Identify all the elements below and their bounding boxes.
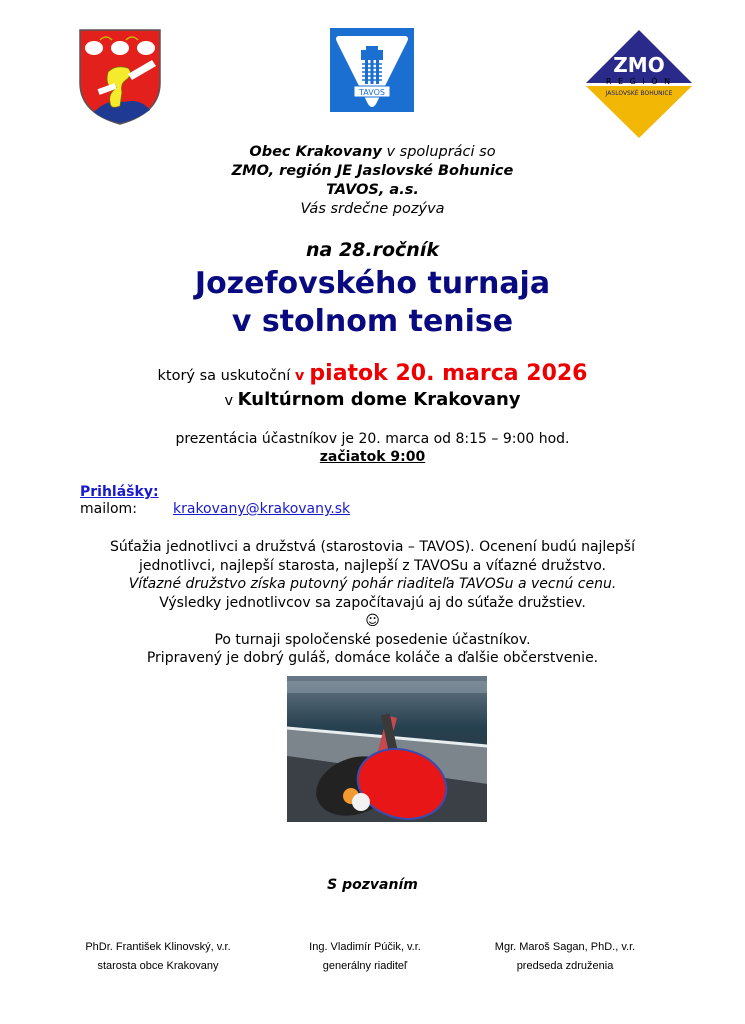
tavos-logo bbox=[330, 28, 414, 112]
event-title-line-2: v stolnom tenise bbox=[231, 304, 514, 339]
start-time: začiatok 9:00 bbox=[319, 449, 426, 465]
zmo-icon bbox=[584, 28, 694, 140]
tavos-icon bbox=[330, 28, 414, 112]
event-title bbox=[0, 265, 745, 341]
event-place-line: v Kultúrnom dome Krakovany bbox=[224, 389, 521, 410]
intro-line-3: TAVOS, a.s. bbox=[326, 182, 419, 198]
smiley-icon: ☺ bbox=[365, 613, 380, 629]
signature-chairman: Mgr. Maroš Sagan, PhD., v.r. predseda združenia bbox=[494, 941, 636, 972]
intro-line-4: Vás srdečne pozýva bbox=[300, 201, 445, 217]
intro-line-2: ZMO, región JE Jaslovské Bohunice bbox=[231, 163, 514, 179]
registration-info bbox=[0, 430, 745, 466]
svg-text:R E G I Ó N: R E G I Ó N bbox=[605, 77, 673, 86]
svg-text:ZMO: ZMO bbox=[613, 53, 665, 77]
table-tennis-photo bbox=[287, 676, 487, 822]
invitation-intro bbox=[0, 143, 745, 219]
coat-of-arms-icon bbox=[78, 28, 162, 126]
event-place: Kultúrnom dome Krakovany bbox=[237, 389, 521, 410]
signature-mayor: PhDr. František Klinovský, v.r. starosta obce Krakovany bbox=[85, 941, 231, 972]
closing-greeting: S pozvaním bbox=[327, 877, 418, 893]
event-date: piatok 20. marca 2026 bbox=[309, 361, 588, 386]
mail-label: mailom: bbox=[80, 501, 137, 517]
svg-text:JASLOVSKÉ BOHUNICE: JASLOVSKÉ BOHUNICE bbox=[605, 90, 673, 97]
email-link[interactable]: krakovany@krakovany.sk bbox=[173, 501, 351, 517]
coat-of-arms-logo bbox=[78, 28, 162, 126]
event-title-line-1: Jozefovského turnaja bbox=[194, 266, 551, 301]
svg-text:TAVOS: TAVOS bbox=[359, 88, 385, 97]
registration-time: prezentácia účastníkov je 20. marca od 8:15 – 9:00 hod. bbox=[175, 431, 570, 447]
table-tennis-paddles-icon bbox=[287, 676, 487, 822]
edition-label: na 28.ročník bbox=[306, 239, 439, 261]
zmo-region-logo bbox=[584, 28, 694, 140]
applications-heading: Prihlášky: bbox=[80, 484, 159, 500]
intro-line-1: Obec Krakovany v spolupráci so bbox=[249, 144, 496, 160]
tournament-info: Súťažia jednotlivci a družstvá (starostovia – TAVOS). Ocenení budú najlepší jednotlivci, najlepší starosta, najlepší z TAVOSu a víťazné družstvo. Víťazné družstvo získa putovný pohár riaditeľa TAVOSu a vecnú cenu. Výsledky jednotlivcov sa započítavajú aj do súťaže družstiev. ☺ Po turnaji spoločenské posedenie účastníkov. Pripravený je dobrý guláš, domáce koláče a ďalšie občerstvenie. bbox=[0, 538, 745, 668]
event-date-line: ktorý sa uskutoční v piatok 20. marca 2026 bbox=[157, 361, 588, 386]
signature-director: Ing. Vladimír Púčik, v.r. generálny riaditeľ bbox=[309, 941, 421, 972]
